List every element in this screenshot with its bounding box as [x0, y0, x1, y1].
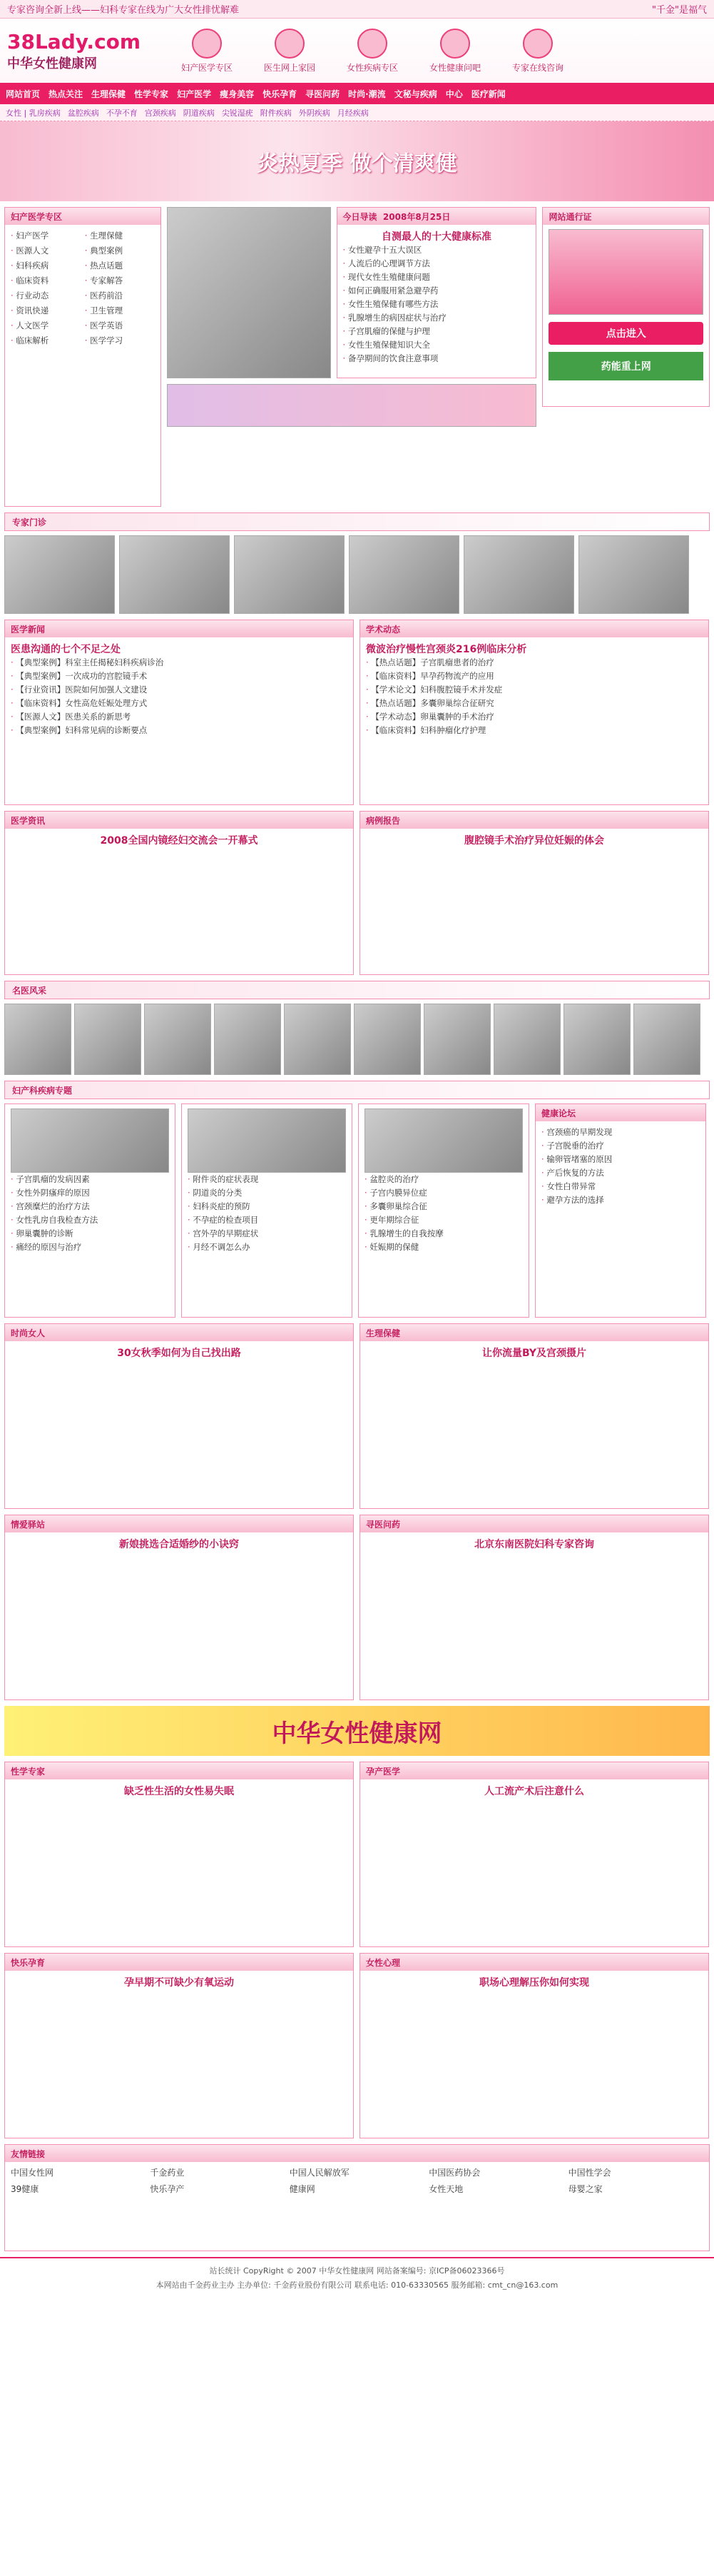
love-box: 情爱驿站 新娘挑选合适婚纱的小诀窍	[4, 1515, 354, 1700]
nav-item[interactable]: 中心	[445, 89, 463, 99]
digest-item[interactable]: · 人流后的心理调节方法	[343, 257, 531, 271]
topic-item[interactable]: · 妇科炎症的预防	[188, 1200, 346, 1213]
left-menu-item[interactable]: · 妇产医学	[11, 229, 81, 243]
edu-box: 医学资讯 2008全国内镜经妇交流会一开幕式	[4, 811, 354, 975]
cases-headline[interactable]: 腹腔镜手术治疗异位妊娠的体会	[464, 835, 604, 847]
doctor-photo[interactable]	[144, 1004, 211, 1075]
doctor-photo[interactable]	[354, 1004, 421, 1075]
women-headline[interactable]: 30女秋季如何为自己找出路	[117, 1348, 241, 1359]
topic-photo[interactable]	[364, 1108, 523, 1173]
sub-nav-item[interactable]: 阴道疾病	[183, 108, 215, 118]
summer-banner[interactable]: 炎热夏季 做个清爽健	[0, 121, 714, 201]
announcement-text: 专家咨询全新上线——妇科专家在线为广大女性排忧解难	[7, 5, 240, 16]
digest-item[interactable]: · 女性生殖保健知识大全	[343, 338, 531, 352]
icon-link-3[interactable]: 女性疾病专区	[337, 29, 408, 74]
sub-nav-item[interactable]: 月经疾病	[337, 108, 369, 118]
news-item[interactable]: · 【行业资讯】医院如何加强人文建设	[11, 683, 347, 697]
sex-box: 性学专家 缺乏性生活的女性易失眠	[4, 1762, 354, 1947]
icon-link-2[interactable]: 医生网上家园	[254, 29, 325, 74]
doctor-photo[interactable]	[633, 1004, 700, 1075]
academic-item[interactable]: · 【热点话题】多囊卵巢综合征研究	[366, 697, 703, 710]
left-menu-item[interactable]: · 典型案例	[85, 244, 155, 258]
nav-item[interactable]: 时尚·潮流	[348, 89, 386, 99]
psych-box: 女性心理 职场心理解压你如何实现	[359, 1953, 709, 2138]
topics-title: 妇产科疾病专题	[4, 1081, 710, 1099]
topic-photo[interactable]	[188, 1108, 346, 1173]
left-menu-item[interactable]: · 医药前沿	[85, 289, 155, 303]
topic-item[interactable]: · 女性乳房自我检查方法	[11, 1213, 169, 1227]
left-menu-item[interactable]: · 医源人文	[11, 244, 81, 258]
digest-item[interactable]: · 女性生殖保健有哪些方法	[343, 298, 531, 311]
question-icon	[440, 29, 470, 59]
photo[interactable]	[4, 535, 115, 614]
topic-item[interactable]: · 痛经的原因与治疗	[11, 1241, 169, 1254]
sex-headline[interactable]: 缺乏性生活的女性易失眠	[124, 1786, 234, 1797]
left-menu-item[interactable]: · 热点话题	[85, 259, 155, 273]
topic-item[interactable]: · 宫颈癌的早期发现	[541, 1126, 700, 1139]
link-item[interactable]: 母婴之家	[568, 2184, 603, 2194]
news-item[interactable]: · 【医源人文】医患关系的新思考	[11, 710, 347, 724]
enter-button[interactable]: 点击进入	[549, 322, 703, 345]
digest-item[interactable]: · 子宫肌瘤的保健与护理	[343, 325, 531, 338]
slogan-text: "千金"是福气	[652, 5, 707, 16]
topic-item[interactable]: · 卵巢囊肿的诊断	[11, 1227, 169, 1241]
sub-nav-item[interactable]: 附件疾病	[260, 108, 292, 118]
left-menu-item[interactable]: · 卫生管理	[85, 304, 155, 318]
academic-headline[interactable]: 微波治疗慢性宫颈炎216例临床分析	[366, 644, 527, 655]
academic-box: 学术动态 微波治疗慢性宫颈炎216例临床分析 · 【热点话题】子宫肌瘤患者的治疗 · 【临床资料】早孕药物流产的应用 · 【学术论文】妇科腹腔镜手术并发症 · 【热点话题】多囊卵巢综合征研究 · 【学术动态】卵巢囊肿的手术治疗 · 【临床资料】妇科肿瘤化疗护理	[359, 620, 709, 805]
top-announcement-bar	[0, 0, 714, 19]
site-logo[interactable]: 38Lady.com 中华女性健康网	[7, 29, 141, 71]
links-box: 友情链接 中国女性网 千金药业 中国人民解放军 中国医药协会 中国性学会 39健康 快乐孕产 健康网 女性天地 母婴之家	[4, 2144, 710, 2251]
academic-item[interactable]: · 【学术动态】卵巢囊肿的手术治疗	[366, 710, 703, 724]
link-item[interactable]: 39健康	[11, 2184, 39, 2194]
left-menu-item[interactable]: · 医学学习	[85, 334, 155, 348]
link-item[interactable]: 健康网	[289, 2184, 315, 2194]
nav-item[interactable]: 热点关注	[49, 89, 83, 99]
women-box: 时尚女人 30女秋季如何为自己找出路	[4, 1323, 354, 1509]
doctor-photo[interactable]	[74, 1004, 141, 1075]
nav-item[interactable]: 医疗新闻	[471, 89, 506, 99]
medicine-ad[interactable]: 药能重上网	[549, 352, 703, 380]
obstetrics-icon	[192, 29, 222, 59]
digest-item[interactable]: · 现代女性生殖健康问题	[343, 271, 531, 284]
left-menu-item[interactable]: · 临床资料	[11, 274, 81, 288]
site-footer: 站长统计 CopyRight © 2007 中华女性健康网 网站备案编号: 京ICP备06023366号 本网站由千金药业主办 主办单位: 千金药业股份有限公司 联系电话: 010-63330565 服务邮箱: cmt_cn@163.com	[0, 2257, 714, 2298]
ask-headline[interactable]: 北京东南医院妇科专家咨询	[474, 1539, 594, 1550]
topic-item[interactable]: · 多囊卵巢综合征	[364, 1200, 523, 1213]
topic-col	[4, 1103, 175, 1318]
sub-nav-item[interactable]: 女性 | 乳房疾病	[6, 108, 61, 118]
topic-item[interactable]: · 产后恢复的方法	[541, 1166, 700, 1180]
life-headline[interactable]: 让你流量BY及宫颈摄片	[481, 1348, 587, 1359]
photo[interactable]	[234, 535, 345, 614]
doctor-icon	[275, 29, 305, 59]
doctor-photo[interactable]	[4, 1004, 71, 1075]
sub-nav-item[interactable]: 尖锐湿疣	[221, 108, 253, 118]
login-box: 网站通行证 点击进入 药能重上网	[542, 207, 710, 407]
nav-item[interactable]: 瘦身美容	[220, 89, 255, 99]
topic-item[interactable]: · 乳腺增生的自我按摩	[364, 1227, 523, 1241]
left-menu: 妇产医学专区 · 妇产医学 · 生理保健 · 医源人文 · 典型案例 · 妇科疾病 · 热点话题 · 临床资料 · 专家解答 · 行业动态 · 医药前沿 · 资讯快递 · 卫生管理 · 人文医学 · 医学英语 · 临床解析 · 医学学习	[4, 207, 161, 507]
topic-item[interactable]: · 盆腔炎的治疗	[364, 1173, 523, 1186]
link-item[interactable]: 中国人民解放军	[289, 2168, 350, 2178]
academic-item[interactable]: · 【临床资料】早孕药物流产的应用	[366, 670, 703, 683]
photo[interactable]	[349, 535, 459, 614]
topic-item[interactable]: · 更年期综合征	[364, 1213, 523, 1227]
topic-item[interactable]: · 宫外孕的早期症状	[188, 1227, 346, 1241]
love-headline[interactable]: 新娘挑选合适婚纱的小诀窍	[119, 1539, 239, 1550]
sub-nav-item[interactable]: 不孕不育	[106, 108, 138, 118]
news-item[interactable]: · 【典型案例】一次成功的宫腔镜手术	[11, 670, 347, 683]
news-box: 医学新闻 医患沟通的七个不足之处 · 【典型案例】科室主任揭秘妇科疾病诊治 · 【典型案例】一次成功的宫腔镜手术 · 【行业资讯】医院如何加强人文建设 · 【临床资料】女性高危妊娠处理方式 · 【医源人文】医患关系的新思考 · 【典型案例】妇科常见病的诊断要点	[4, 620, 354, 805]
academic-item[interactable]: · 【临床资料】妇科肿瘤化疗护理	[366, 724, 703, 737]
doctor-photo[interactable]	[494, 1004, 561, 1075]
topic-col	[181, 1103, 352, 1318]
topic-item[interactable]: · 月经不调怎么办	[188, 1241, 346, 1254]
sub-nav-item[interactable]: 盆腔疾病	[67, 108, 99, 118]
digest-item[interactable]: · 备孕期间的饮食注意事项	[343, 352, 531, 365]
topic-item[interactable]: · 避孕方法的选择	[541, 1193, 700, 1207]
news-item[interactable]: · 【典型案例】妇科常见病的诊断要点	[11, 724, 347, 737]
left-menu-item[interactable]: · 妇科疾病	[11, 259, 81, 273]
nav-item[interactable]: 快乐孕育	[262, 89, 297, 99]
topic-col	[358, 1103, 529, 1318]
topic-item[interactable]: · 阴道炎的分类	[188, 1186, 346, 1200]
icon-link-4[interactable]: 女性健康问吧	[419, 29, 491, 74]
digest-item[interactable]: · 乳腺增生的病因症状与治疗	[343, 311, 531, 325]
doctor-photo[interactable]	[424, 1004, 491, 1075]
life-box: 生理保健 让你流量BY及宫颈摄片	[359, 1323, 709, 1509]
topic-item[interactable]: · 不孕症的检查项目	[188, 1213, 346, 1227]
doctor-photo[interactable]	[214, 1004, 281, 1075]
photo[interactable]	[119, 535, 230, 614]
topic-item[interactable]: · 女性外阴瘙痒的原因	[11, 1186, 169, 1200]
section-title: 专家门诊	[4, 512, 710, 531]
main-nav	[0, 83, 714, 104]
left-menu-item[interactable]: · 资讯快递	[11, 304, 81, 318]
topic-item[interactable]: · 输卵管堵塞的原因	[541, 1153, 700, 1166]
news-item[interactable]: · 【典型案例】科室主任揭秘妇科疾病诊治	[11, 656, 347, 670]
photo[interactable]	[464, 535, 574, 614]
link-item[interactable]: 中国医药协会	[429, 2168, 481, 2178]
topic-item[interactable]: · 子宫内膜异位症	[364, 1186, 523, 1200]
left-menu-item[interactable]: · 人文医学	[11, 319, 81, 333]
topic-item[interactable]: · 附件炎的症状表现	[188, 1173, 346, 1186]
ask-box: 寻医问药 北京东南医院妇科专家咨询	[359, 1515, 709, 1700]
hero-surgery-photo[interactable]	[167, 207, 331, 378]
edu-headline[interactable]: 2008全国内镜经妇交流会一开幕式	[100, 835, 258, 847]
news-item[interactable]: · 【临床资料】女性高危妊娠处理方式	[11, 697, 347, 710]
digest-item[interactable]: · 如何正确服用紧急避孕药	[343, 284, 531, 298]
brand-banner[interactable]: 中华女性健康网	[4, 1706, 710, 1756]
left-menu-item[interactable]: · 生理保健	[85, 229, 155, 243]
academic-item[interactable]: · 【热点话题】子宫肌瘤患者的治疗	[366, 656, 703, 670]
topic-item[interactable]: · 妊娠期的保健	[364, 1241, 523, 1254]
site-header	[0, 19, 714, 83]
nav-item[interactable]: 性学专家	[134, 89, 169, 99]
link-item[interactable]: 千金药业	[150, 2168, 185, 2178]
link-item[interactable]: 女性天地	[429, 2184, 464, 2194]
sub-nav	[0, 104, 714, 121]
doctor-photo[interactable]	[563, 1004, 631, 1075]
link-item[interactable]: 中国性学会	[568, 2168, 611, 2178]
photo[interactable]	[578, 535, 689, 614]
sub-nav-item[interactable]: 宫颈疾病	[144, 108, 176, 118]
cases-box: 病例报告 腹腔镜手术治疗异位妊娠的体会	[359, 811, 709, 975]
topic-item[interactable]: · 女性白带异常	[541, 1180, 700, 1193]
preg-headline[interactable]: 人工流产术后注意什么	[484, 1786, 584, 1797]
forum-box: 健康论坛 · 宫颈癌的早期发现 · 子宫脱垂的治疗 · 输卵管堵塞的原因 · 产后恢复的方法 · 女性白带异常 · 避孕方法的选择	[535, 1103, 706, 1318]
ad-banner[interactable]	[167, 384, 537, 427]
expert-icon	[523, 29, 553, 59]
icon-link-1[interactable]: 妇产医学专区	[171, 29, 243, 74]
ad-image[interactable]	[549, 229, 703, 315]
news-headline[interactable]: 医患沟通的七个不足之处	[11, 644, 121, 655]
link-item[interactable]: 快乐孕产	[150, 2184, 185, 2194]
today-digest: 今日导读 2008年8月25日 自测最人的十大健康标准 · 女性避孕十五大误区 · 人流后的心理调节方法 · 现代女性生殖健康问题 · 如何正确服用紧急避孕药 · 女性生殖保健有哪些方法 · 乳腺增生的病因症状与治疗 · 子宫肌瘤的保健与护理 · 女性生殖保健知识大全 · 备孕期间的饮食注意事项	[337, 207, 537, 378]
doctor-photo[interactable]	[284, 1004, 351, 1075]
left-menu-item[interactable]: · 医学英语	[85, 319, 155, 333]
sub-nav-item[interactable]: 外阴疾病	[298, 108, 330, 118]
nav-item[interactable]: 文秘与疾病	[394, 89, 437, 99]
digest-headline[interactable]: 自测最人的十大健康标准	[382, 231, 492, 243]
academic-item[interactable]: · 【学术论文】妇科腹腔镜手术并发症	[366, 683, 703, 697]
left-menu-item[interactable]: · 专家解答	[85, 274, 155, 288]
doctors-title: 名医风采	[4, 981, 710, 999]
nav-item[interactable]: 妇产医学	[177, 89, 212, 99]
nav-item[interactable]: 生理保健	[91, 89, 126, 99]
icon-link-5[interactable]: 专家在线咨询	[502, 29, 573, 74]
topic-item[interactable]: · 子宫脱垂的治疗	[541, 1139, 700, 1153]
topic-photo[interactable]	[11, 1108, 169, 1173]
link-item[interactable]: 中国女性网	[11, 2168, 54, 2178]
nav-item[interactable]: 寻医问药	[305, 89, 340, 99]
psych-headline[interactable]: 职场心理解压你如何实现	[479, 1977, 589, 1989]
left-menu-item[interactable]: · 行业动态	[11, 289, 81, 303]
digest-item[interactable]: · 女性避孕十五大误区	[343, 243, 531, 257]
left-menu-item[interactable]: · 临床解析	[11, 334, 81, 348]
disease-icon	[357, 29, 387, 59]
fert-headline[interactable]: 孕早期不可缺少有氧运动	[124, 1977, 234, 1989]
topic-item[interactable]: · 子宫肌瘤的发病因素	[11, 1173, 169, 1186]
nav-item[interactable]: 网站首页	[6, 89, 41, 99]
topic-item[interactable]: · 宫颈糜烂的治疗方法	[11, 1200, 169, 1213]
fert-box: 快乐孕育 孕早期不可缺少有氧运动	[4, 1953, 354, 2138]
preg-box: 孕产医学 人工流产术后注意什么	[359, 1762, 709, 1947]
